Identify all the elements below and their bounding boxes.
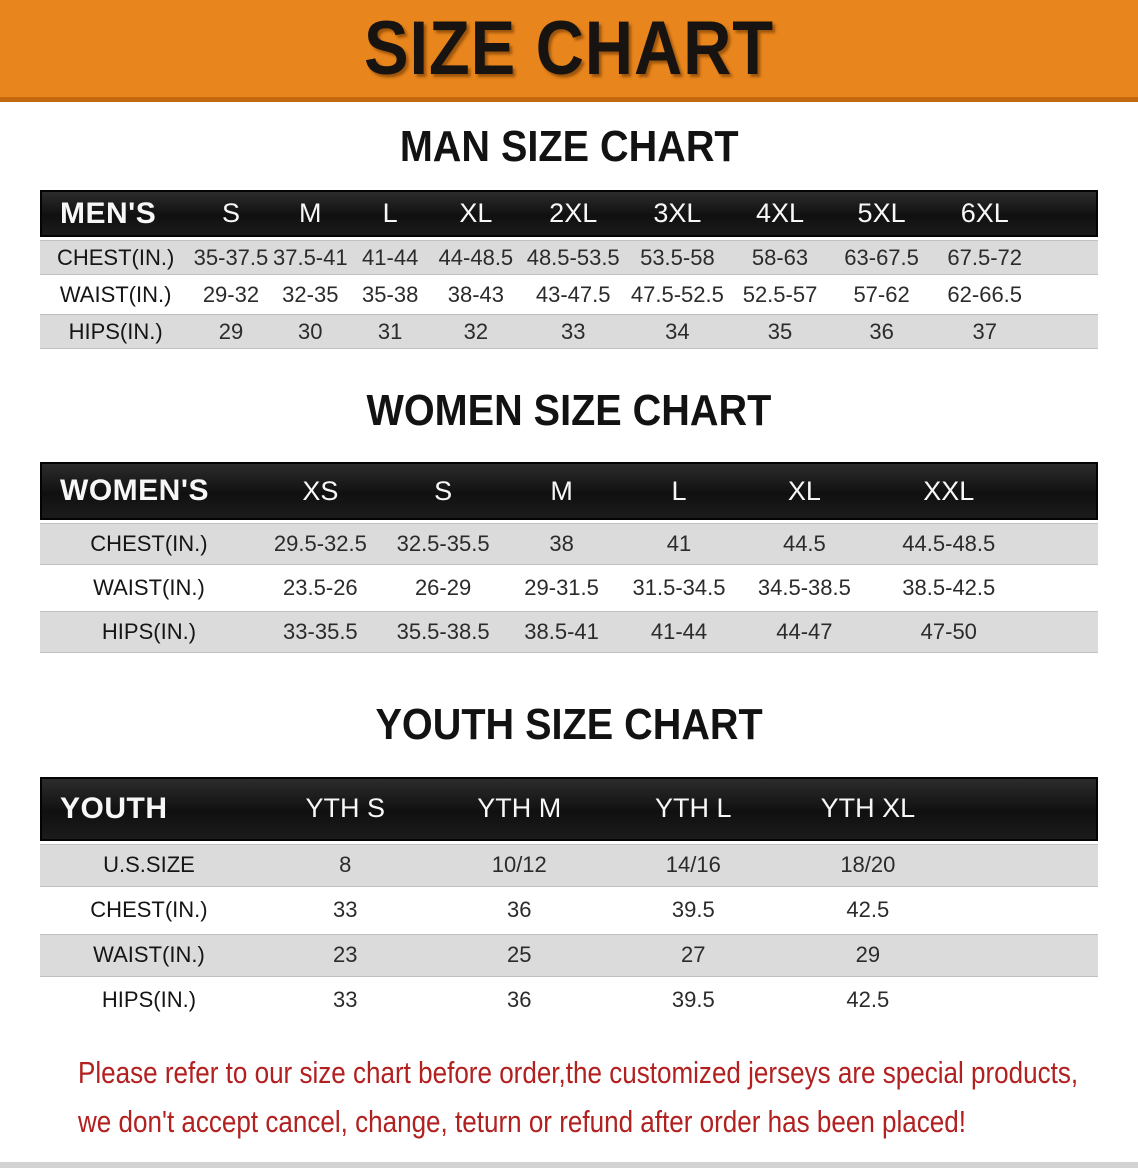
size-value: 42.5 xyxy=(781,890,956,931)
size-value: 33 xyxy=(258,890,433,931)
size-value: 32 xyxy=(430,314,521,349)
women-section-heading xyxy=(40,388,1098,434)
size-value: 34 xyxy=(625,314,730,349)
size-value: 39.5 xyxy=(606,890,781,931)
table-row xyxy=(40,980,1098,1021)
row-label: WAIST(IN.) xyxy=(40,568,258,608)
table-row xyxy=(40,314,1098,349)
banner xyxy=(0,0,1138,102)
size-value: 29.5-32.5 xyxy=(258,523,383,565)
column-header: 4XL xyxy=(730,190,831,237)
size-value: 41-44 xyxy=(620,611,738,653)
spacer-cell xyxy=(1027,568,1098,608)
size-value: 41-44 xyxy=(350,240,430,275)
size-value: 43-47.5 xyxy=(521,278,625,311)
size-value: 58-63 xyxy=(730,240,831,275)
column-header: XS xyxy=(258,462,383,520)
size-value: 29-32 xyxy=(191,278,270,311)
column-header: XL xyxy=(430,190,521,237)
size-value: 8 xyxy=(258,844,433,887)
banner-title: SIZE CHART xyxy=(363,6,775,91)
table-row xyxy=(40,240,1098,275)
size-value: 31 xyxy=(350,314,430,349)
bottom-edge-strip xyxy=(0,1162,1138,1168)
size-value: 25 xyxy=(433,934,607,977)
table-row xyxy=(40,568,1098,608)
header-row xyxy=(40,777,1098,841)
row-label: CHEST(IN.) xyxy=(40,240,191,275)
size-value: 47-50 xyxy=(871,611,1028,653)
size-value: 32-35 xyxy=(271,278,350,311)
column-header: S xyxy=(383,462,504,520)
table-row xyxy=(40,278,1098,311)
column-header: L xyxy=(620,462,738,520)
size-value: 67.5-72 xyxy=(933,240,1037,275)
size-value: 53.5-58 xyxy=(625,240,730,275)
column-header: 5XL xyxy=(830,190,933,237)
column-header: YTH M xyxy=(433,777,607,841)
row-label: HIPS(IN.) xyxy=(40,980,258,1021)
size-value: 47.5-52.5 xyxy=(625,278,730,311)
spacer-cell xyxy=(1037,278,1098,311)
spacer-cell xyxy=(955,890,1098,931)
size-value: 37.5-41 xyxy=(271,240,350,275)
size-value: 36 xyxy=(433,980,607,1021)
size-value: 38.5-42.5 xyxy=(871,568,1028,608)
size-value: 36 xyxy=(433,890,607,931)
size-value: 37 xyxy=(933,314,1037,349)
row-label: CHEST(IN.) xyxy=(40,890,258,931)
table-row xyxy=(40,844,1098,887)
women-section-heading-text: WOMEN SIZE CHART xyxy=(366,386,772,436)
size-value: 29 xyxy=(191,314,270,349)
row-label: HIPS(IN.) xyxy=(40,314,191,349)
men-section-heading xyxy=(40,124,1098,170)
spacer-cell xyxy=(1027,462,1098,520)
size-value: 18/20 xyxy=(781,844,956,887)
spacer-cell xyxy=(1037,240,1098,275)
column-header: 2XL xyxy=(521,190,625,237)
column-header: M xyxy=(271,190,350,237)
table-group-label: MEN'S xyxy=(40,190,191,237)
table-row xyxy=(40,890,1098,931)
size-value: 35.5-38.5 xyxy=(383,611,504,653)
column-header: 3XL xyxy=(625,190,730,237)
size-value: 35 xyxy=(730,314,831,349)
size-value: 38-43 xyxy=(430,278,521,311)
table-group-label: YOUTH xyxy=(40,777,258,841)
size-value: 10/12 xyxy=(433,844,607,887)
column-header: YTH L xyxy=(606,777,781,841)
header-row xyxy=(40,462,1098,520)
column-header: M xyxy=(503,462,619,520)
row-label: U.S.SIZE xyxy=(40,844,258,887)
column-header: S xyxy=(191,190,270,237)
size-value: 33 xyxy=(521,314,625,349)
size-value: 62-66.5 xyxy=(933,278,1037,311)
table-row xyxy=(40,523,1098,565)
order-notice-line-1: Please refer to our size chart before order,the customized jerseys are special products, xyxy=(78,1054,1079,1090)
header-row xyxy=(40,190,1098,237)
spacer-cell xyxy=(955,934,1098,977)
size-value: 35-38 xyxy=(350,278,430,311)
size-value: 44-47 xyxy=(738,611,870,653)
spacer-cell xyxy=(1037,314,1098,349)
men-section-heading-text: MAN SIZE CHART xyxy=(399,122,739,171)
column-header: YTH S xyxy=(258,777,433,841)
column-header: XL xyxy=(738,462,870,520)
size-value: 23 xyxy=(258,934,433,977)
order-notice-line-2: we don't accept cancel, change, teturn or refund after order has been placed! xyxy=(78,1103,967,1139)
size-value: 31.5-34.5 xyxy=(620,568,738,608)
size-value: 34.5-38.5 xyxy=(738,568,870,608)
table-group-label: WOMEN'S xyxy=(40,462,258,520)
size-value: 36 xyxy=(830,314,933,349)
spacer-cell xyxy=(955,777,1098,841)
size-value: 38 xyxy=(503,523,619,565)
size-value: 57-62 xyxy=(830,278,933,311)
women-section xyxy=(40,388,1098,656)
women-size-table xyxy=(40,459,1098,656)
row-label: HIPS(IN.) xyxy=(40,611,258,653)
size-value: 44.5-48.5 xyxy=(871,523,1028,565)
size-value: 23.5-26 xyxy=(258,568,383,608)
size-value: 30 xyxy=(271,314,350,349)
size-value: 27 xyxy=(606,934,781,977)
size-value: 63-67.5 xyxy=(830,240,933,275)
youth-size-table xyxy=(40,774,1098,1024)
size-value: 44.5 xyxy=(738,523,870,565)
size-value: 39.5 xyxy=(606,980,781,1021)
spacer-cell xyxy=(955,844,1098,887)
size-value: 41 xyxy=(620,523,738,565)
column-header: L xyxy=(350,190,430,237)
men-size-table xyxy=(40,187,1098,352)
size-value: 29-31.5 xyxy=(503,568,619,608)
table-row xyxy=(40,611,1098,653)
size-value: 29 xyxy=(781,934,956,977)
size-value: 38.5-41 xyxy=(503,611,619,653)
spacer-cell xyxy=(1027,611,1098,653)
size-value: 14/16 xyxy=(606,844,781,887)
column-header: YTH XL xyxy=(781,777,956,841)
size-value: 44-48.5 xyxy=(430,240,521,275)
youth-section-heading xyxy=(40,702,1098,748)
content xyxy=(40,124,1098,1146)
size-value: 52.5-57 xyxy=(730,278,831,311)
spacer-cell xyxy=(1027,523,1098,565)
size-value: 35-37.5 xyxy=(191,240,270,275)
table-row xyxy=(40,934,1098,977)
youth-section-heading-text: YOUTH SIZE CHART xyxy=(375,700,763,750)
column-header: XXL xyxy=(871,462,1028,520)
size-value: 33-35.5 xyxy=(258,611,383,653)
row-label: WAIST(IN.) xyxy=(40,934,258,977)
youth-section xyxy=(40,702,1098,1023)
order-notice xyxy=(40,1048,1098,1146)
size-value: 32.5-35.5 xyxy=(383,523,504,565)
size-value: 48.5-53.5 xyxy=(521,240,625,275)
men-section xyxy=(40,124,1098,352)
row-label: CHEST(IN.) xyxy=(40,523,258,565)
size-value: 26-29 xyxy=(383,568,504,608)
spacer-cell xyxy=(955,980,1098,1021)
row-label: WAIST(IN.) xyxy=(40,278,191,311)
size-value: 33 xyxy=(258,980,433,1021)
spacer-cell xyxy=(1037,190,1098,237)
size-value: 42.5 xyxy=(781,980,956,1021)
column-header: 6XL xyxy=(933,190,1037,237)
